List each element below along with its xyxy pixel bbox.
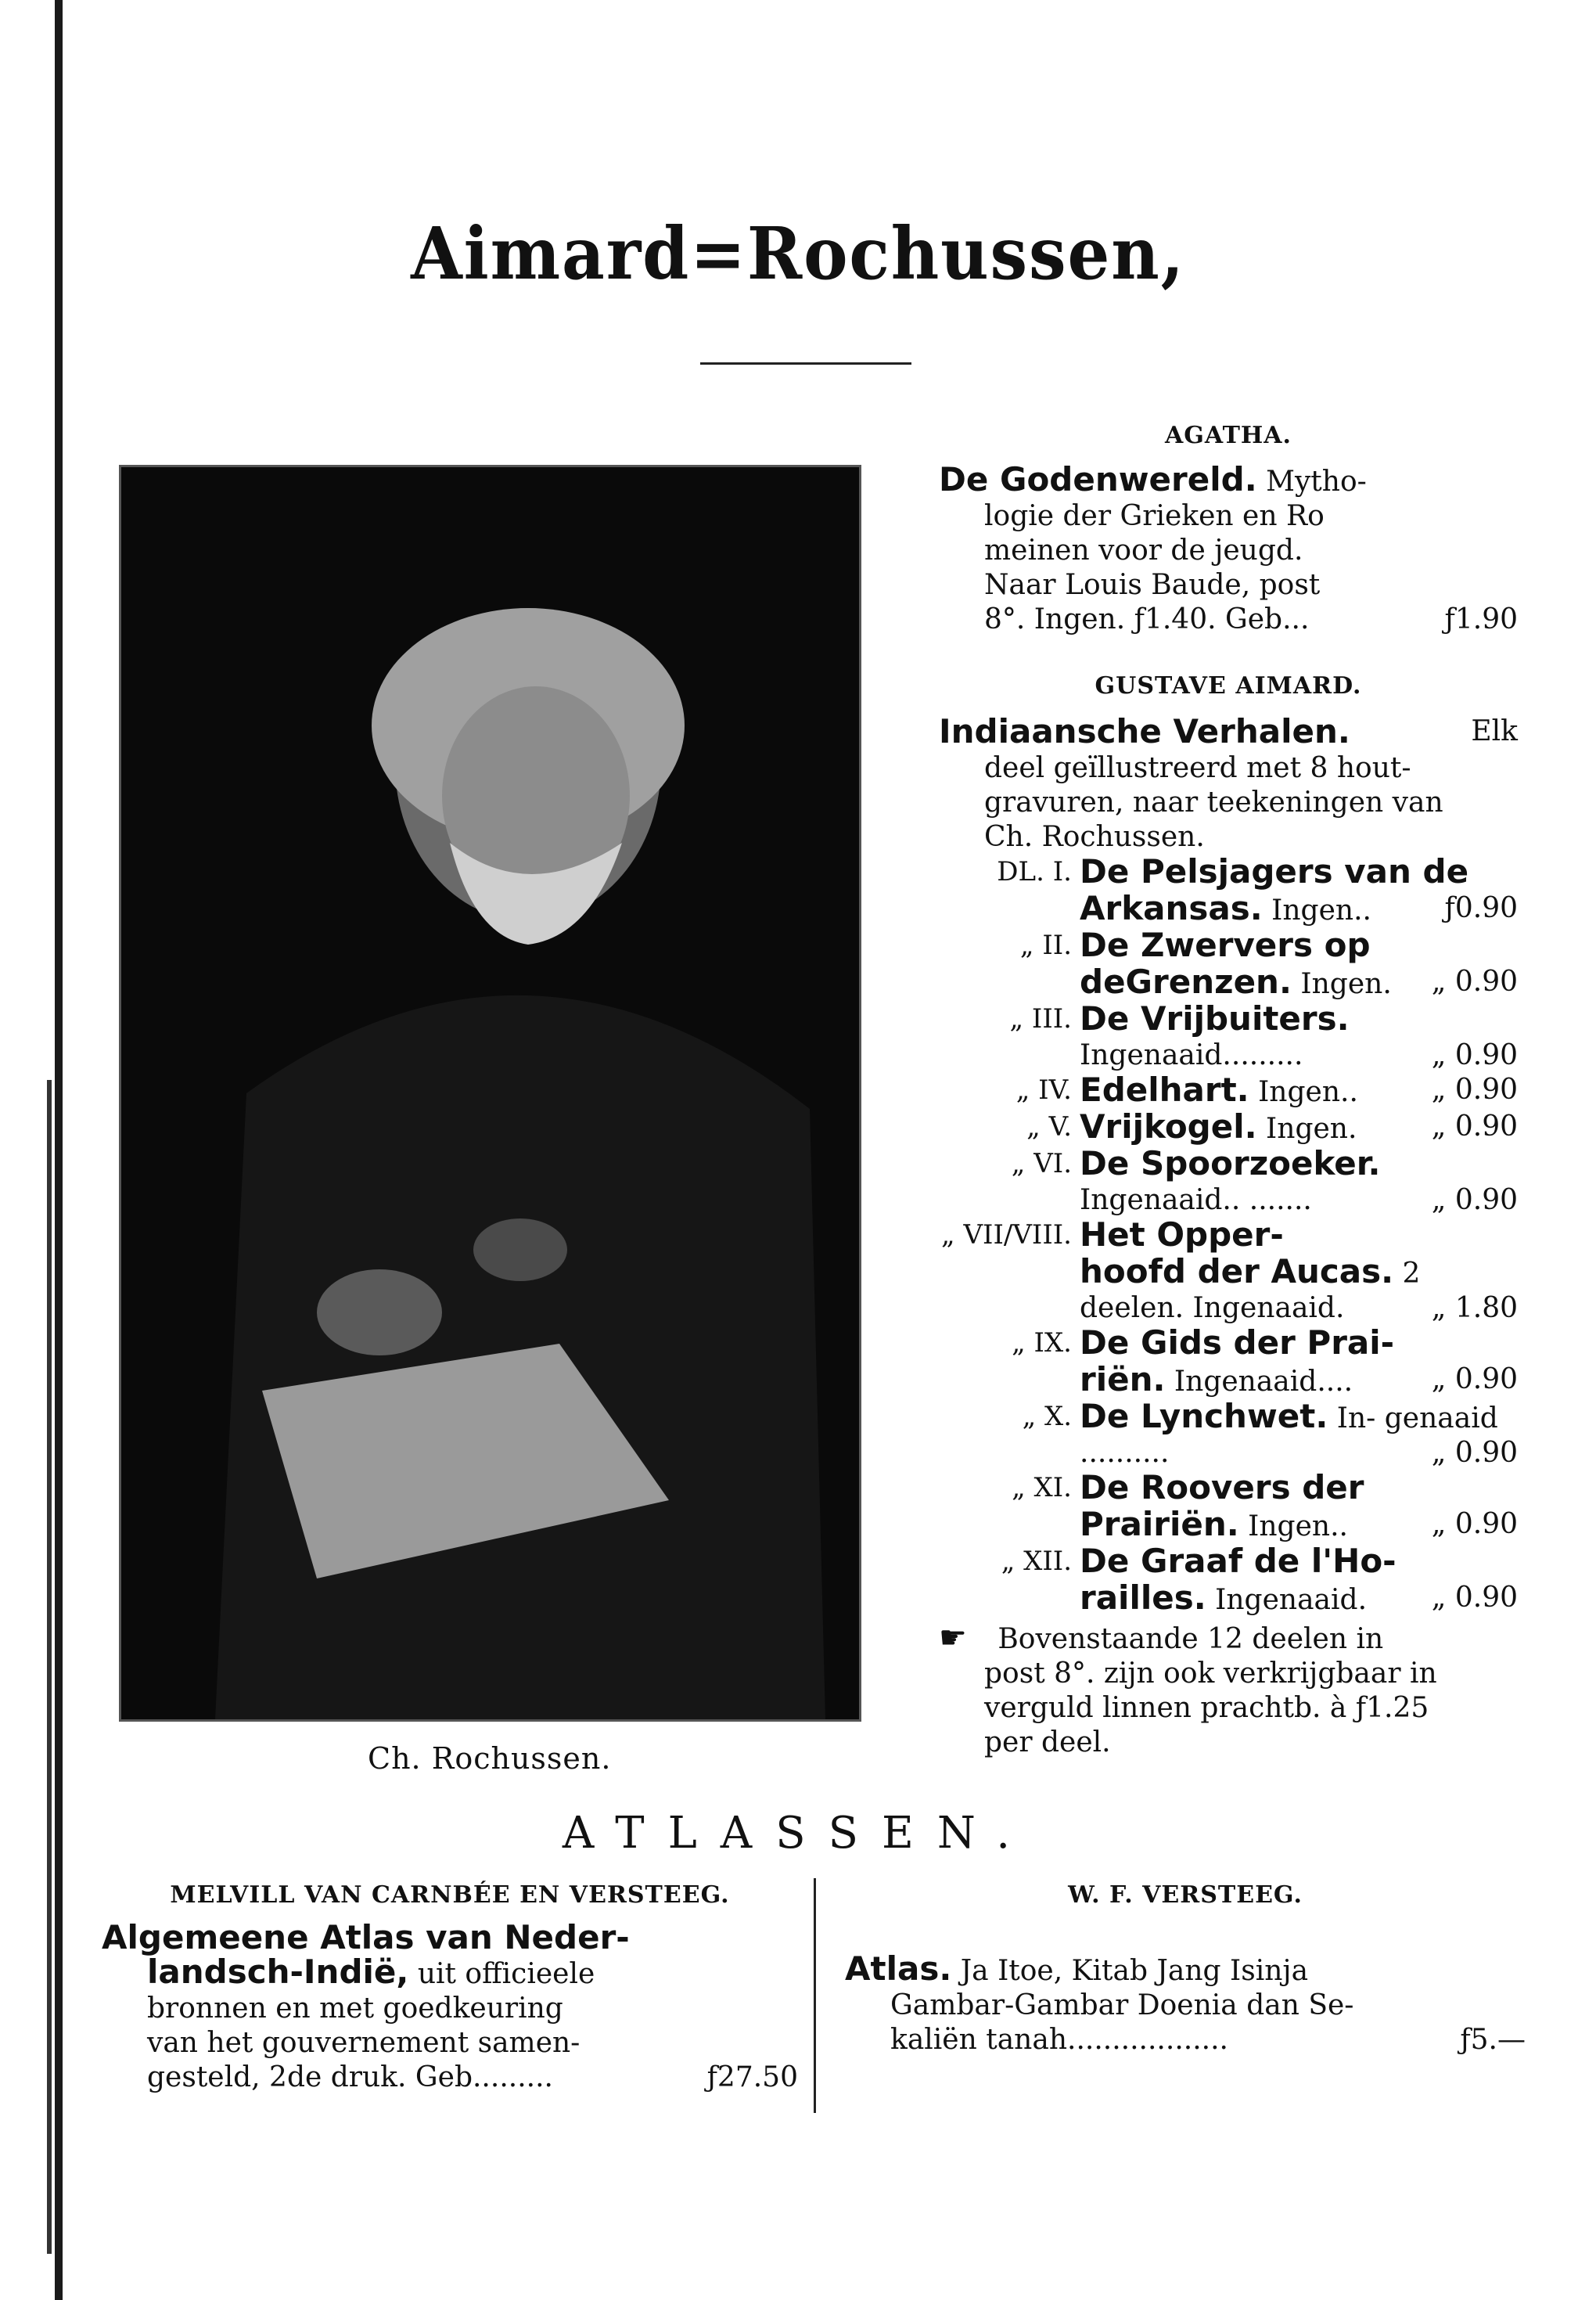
desc-line-1: van het gouvernement samen- [147,2027,581,2059]
volume-number: „ XI. [1012,1472,1072,1503]
volume-number: „ IV. [1015,1074,1072,1106]
volume-title: De Spoorzoeker. [1080,1144,1381,1182]
price-row [939,603,1518,637]
price: ƒ1.90 [1444,603,1518,635]
volume-price: „ 0.90 [1431,1110,1518,1143]
volume-price: „ 0.90 [1431,1039,1518,1071]
volume-title: De Pelsjagers van de [1080,852,1469,891]
pointing-hand-icon: ☛ [939,1620,967,1656]
desc-line-0: bronnen en met goedkeuring [147,1992,563,2025]
volume-price: „ 1.80 [1431,1292,1518,1324]
volume-item [939,1544,1518,1618]
page-title: Aimard=Rochussen, [411,211,1185,296]
title-indiaansche: Indiaansche Verhalen. [939,712,1350,750]
volume-number: „ VII/VIII. [941,1219,1072,1251]
volume-price: „ 0.90 [1431,1363,1518,1395]
atlassen-heading: ATLASSEN. [562,1808,1034,1859]
title-line-2 [102,1955,798,1992]
desc-line-0: Mytho- [1266,466,1367,498]
note-line-0: Bovenstaande 12 deelen in [998,1623,1384,1655]
volume-title-cont: railles. [1080,1578,1206,1617]
volume-note: Ingen.. [1248,1510,1348,1542]
author-aimard: GUSTAVE AIMARD. [1095,672,1362,700]
volume-title: De Gids der Prai- [1080,1323,1395,1362]
desc-line-2: meinen voor de jeugd. [984,535,1303,567]
volume-note: 2 deelen. Ingenaaid. [1080,1258,1421,1324]
atlas-left [102,1878,798,2095]
atlas-right [845,1878,1526,2057]
volume-price: ƒ0.90 [1444,892,1518,924]
author-versteeg: W. F. VERSTEEG. [1068,1881,1303,1909]
title-algemeene-atlas: Algemeene Atlas van Neder- [102,1918,630,1956]
volume-title: De Roovers der [1080,1468,1364,1506]
volume-title-cont: hoofd der Aucas. [1080,1252,1394,1290]
desc-first: Ja Itoe, Kitab Jang Isinja [960,1955,1309,1987]
volume-note: Ingenaaid. [1215,1584,1368,1616]
volume-price: „ 0.90 [1431,1508,1518,1540]
desc-line-2: Ch. Rochussen. [984,821,1205,853]
desc-line-0: Gambar-Gambar Doenia dan Se- [890,1989,1354,2021]
volume-number: DL. I. [997,856,1072,887]
volume-note: Ingen.. [1258,1076,1358,1108]
volume-item [939,852,1518,928]
price-line: gesteld, 2de druk. Geb......... [147,2061,553,2093]
price-row [845,2023,1526,2057]
volume-item [939,1107,1518,1146]
title-indie: landsch-Indië, [147,1953,409,1991]
volume-title: De Graaf de l'Ho- [1080,1542,1396,1580]
volume-note: Ingenaaid.... [1174,1366,1353,1398]
volume-title-cont: Prairiën. [1080,1505,1239,1543]
volume-title: De Vrijbuiters. [1080,999,1350,1038]
agatha-section [939,419,1518,637]
entry-godenwereld [939,460,1518,499]
volume-number: „ II. [1019,930,1072,961]
volume-number: „ XII. [1001,1546,1072,1577]
desc-first: Elk [1471,715,1518,747]
volume-price: „ 0.90 [1431,1582,1518,1614]
volume-title-cont: Arkansas. [1080,889,1263,927]
volume-number: „ VI. [1011,1148,1072,1179]
volume-title: De Zwervers op [1080,926,1371,964]
volume-note: Ingen. [1300,968,1392,1000]
volume-note: Ingenaaid......... [1080,1039,1303,1071]
volume-item [939,928,1518,1002]
volume-price: „ 0.90 [1431,1074,1518,1106]
entry-atlas [845,1949,1526,1989]
note-line-2: verguld linnen prachtb. à ƒ1.25 [984,1692,1429,1724]
desc-line-3: Naar Louis Baude, post [984,569,1321,601]
volume-item [939,1215,1518,1326]
desc-first: uit officieele [417,1958,595,1990]
desc-line-0: deel geïllustreerd met 8 hout- [984,752,1411,784]
volume-note: In- genaaid .......... [1080,1402,1498,1469]
portrait-photo [119,465,861,1722]
volume-item [939,1146,1518,1218]
volume-note: Ingen.. [1271,894,1371,927]
volume-title-cont: riën. [1080,1360,1166,1398]
volume-item [939,999,1518,1073]
note-line-1: post 8°. zijn ook verkrijgbaar in [984,1658,1437,1690]
volume-title-cont: deGrenzen. [1080,963,1292,1001]
volume-price: „ 0.90 [1431,1184,1518,1216]
volume-number: „ V. [1026,1111,1072,1143]
volume-price: „ 0.90 [1431,1437,1518,1469]
volume-number: „ III. [1009,1003,1072,1035]
volume-price: „ 0.90 [1431,966,1518,998]
desc-line-1: logie der Grieken en Ro [984,500,1325,532]
price-row [102,2061,798,2095]
volume-title: Vrijkogel. [1080,1107,1257,1146]
volume-note: Ingen. [1266,1113,1357,1145]
page-edge-inner [47,1080,52,2254]
aimard-section [939,669,1518,1760]
price-line: kaliën tanah.................. [890,2024,1228,2056]
page-edge [55,0,63,2300]
column-divider [814,1878,816,2113]
volume-item [939,1323,1518,1399]
portrait-illustration [121,467,859,1719]
price-line: 8°. Ingen. ƒ1.40. Geb... [984,603,1310,635]
title-atlas: Atlas. [845,1949,952,1988]
author-melvill: MELVILL VAN CARNBÉE EN VERSTEEG. [170,1881,730,1909]
desc-line-1: gravuren, naar teekeningen van [984,786,1443,819]
volume-number: „ X. [1022,1401,1072,1432]
entry-indiaansche [939,714,1518,751]
volume-list [939,852,1518,1618]
volume-item [939,1399,1518,1470]
volume-number: „ IX. [1012,1327,1072,1359]
note-line-3: per deel. [984,1726,1111,1758]
portrait-caption: Ch. Rochussen. [368,1741,612,1776]
volume-title: Het Opper- [1080,1215,1284,1254]
author-agatha: AGATHA. [1165,422,1292,449]
volume-note: Ingenaaid.. ....... [1080,1184,1312,1216]
volume-title: Edelhart. [1080,1071,1249,1109]
volume-item [939,1470,1518,1544]
price: ƒ27.50 [706,2061,798,2093]
title-rule [700,362,911,365]
volume-title: De Lynchwet. [1080,1397,1328,1435]
price: ƒ5.— [1460,2024,1526,2056]
note-row [939,1621,1518,1657]
title-godenwereld: De Godenwereld. [939,460,1257,499]
volume-item [939,1073,1518,1110]
